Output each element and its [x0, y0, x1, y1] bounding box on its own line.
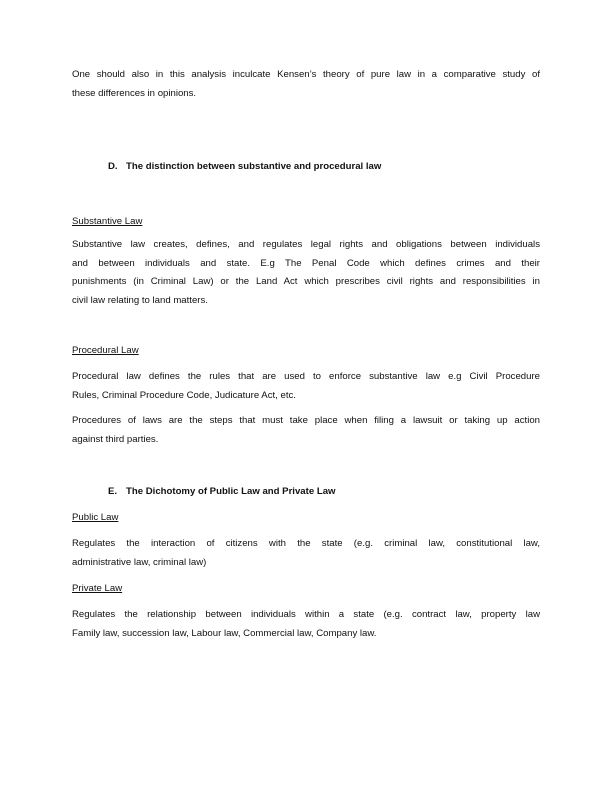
intro-paragraph [72, 66, 540, 103]
procedural-law-paragraph-2 [72, 412, 540, 449]
private-law-heading: Private Law [72, 583, 123, 594]
text-line: Regulates the relationship between individuals within a state (e.g. contract law, property law [72, 609, 540, 620]
text-line: Procedures of laws are the steps that must take place when filing a lawsuit or taking up action [72, 415, 540, 426]
section-letter: E. [108, 486, 118, 497]
text-line: Substantive law creates, defines, and regulates legal rights and obligations between individuals [72, 239, 540, 250]
section-e-heading [108, 485, 336, 499]
public-law-heading: Public Law [72, 512, 119, 523]
private-law-paragraph [72, 606, 540, 643]
procedural-law-heading: Procedural Law [72, 345, 139, 356]
section-title: The Dichotomy of Public Law and Private Law [126, 486, 336, 497]
text-line: civil law relating to land matters. [72, 294, 208, 306]
text-line: punishments (in Criminal Law) or the Land Act which prescribes civil rights and responsibilities in [72, 276, 540, 287]
text-line: Procedural law defines the rules that are used to enforce substantive law e.g Civil Procedure [72, 371, 540, 382]
text-line: Regulates the interaction of citizens with the state (e.g. criminal law, constitutional law, [72, 538, 540, 549]
substantive-law-heading: Substantive Law [72, 216, 143, 227]
text-line: Family law, succession law, Labour law, Commercial law, Company law. [72, 627, 377, 639]
section-d-heading [108, 160, 381, 174]
substantive-law-paragraph [72, 236, 540, 310]
section-letter: D. [108, 161, 118, 172]
text-line: Rules, Criminal Procedure Code, Judicature Act, etc. [72, 389, 296, 401]
text-line: these differences in opinions. [72, 87, 197, 99]
text-line: against third parties. [72, 433, 159, 445]
text-line: administrative law, criminal law) [72, 556, 207, 568]
section-title: The distinction between substantive and procedural law [126, 161, 382, 172]
public-law-paragraph [72, 535, 540, 572]
procedural-law-paragraph-1 [72, 368, 540, 405]
text-line: and between individuals and state. E.g The Penal Code which defines crimes and their [72, 257, 540, 269]
text-line: One should also in this analysis inculcate Kensen’s theory of pure law in a comparative study of [72, 69, 540, 80]
